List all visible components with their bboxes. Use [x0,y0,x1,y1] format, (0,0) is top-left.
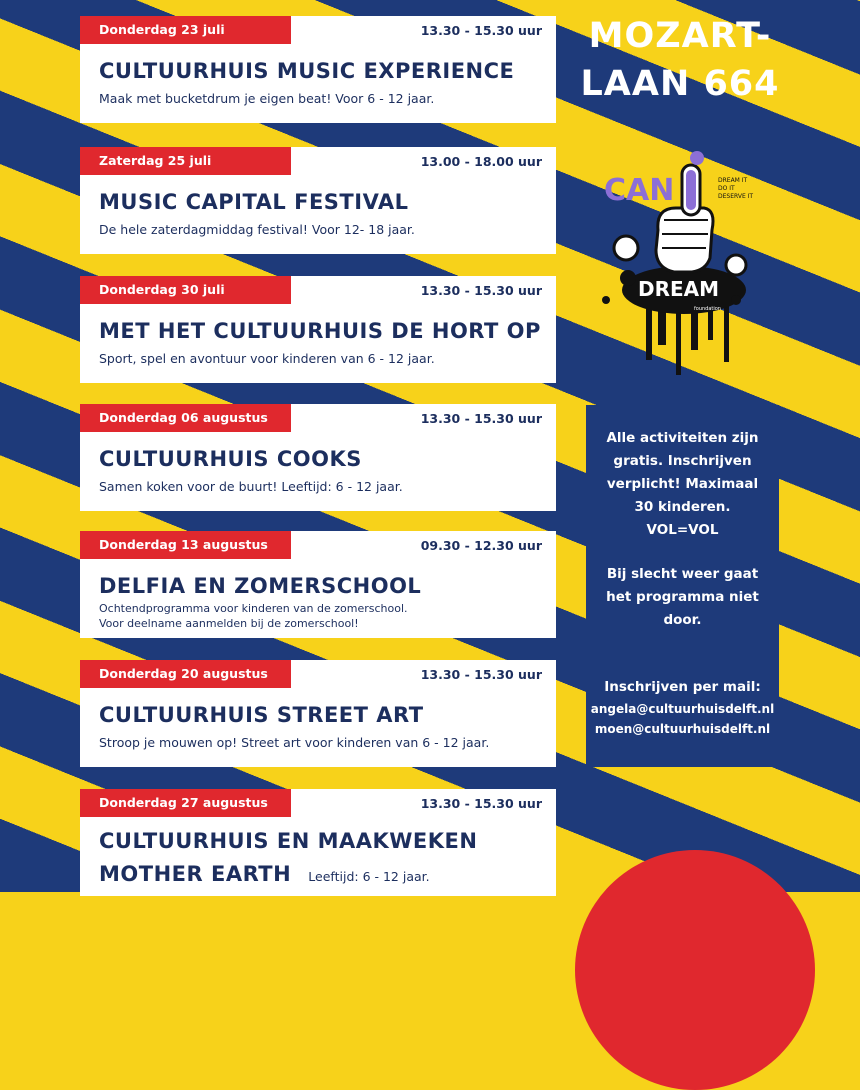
event-time: 13.00 - 18.00 uur [420,154,542,169]
event-description: Samen koken voor de buurt! Leeftijd: 6 - 12 jaar. [99,479,403,494]
info-line: Alle activiteiten zijn [606,430,759,446]
event-time: 13.30 - 15.30 uur [420,23,542,38]
logo-tagline: DO IT [718,185,735,192]
event-title: MUSIC CAPITAL FESTIVAL [99,190,409,214]
event-description: De hele zaterdagmiddag festival! Voor 12- 18 jaar. [99,222,415,237]
red-circle-decoration [575,850,815,1090]
mail-title: Inschrijven per mail: [604,679,761,695]
info-line: het programma niet [606,589,759,605]
event-date: Donderdag 20 augustus [80,660,291,688]
info-line: gratis. Inschrijven [613,453,752,469]
event-title: MET HET CULTUURHUIS DE HORT OP [99,319,541,343]
event-time: 09.30 - 12.30 uur [420,538,542,553]
event-date: Donderdag 06 augustus [80,404,291,432]
event-description: Stroop je mouwen op! Street art voor kinderen van 6 - 12 jaar. [99,735,490,750]
event-description-line: Ochtendprogramma voor kinderen van de zomerschool. [99,602,408,615]
event-description: Leeftijd: 6 - 12 jaar. [308,869,430,884]
event-description [99,601,408,631]
event-card[interactable] [80,16,556,123]
event-time: 13.30 - 15.30 uur [420,667,542,682]
logo-tagline: DESERVE IT [718,193,754,200]
event-date: Donderdag 27 augustus [80,789,291,817]
event-card[interactable] [80,147,556,254]
info-line: 30 kinderen. [634,499,731,515]
info-line: Bij slecht weer gaat [606,566,759,582]
info-weather-text [596,563,769,632]
logo-tagline: DREAM IT [718,177,748,184]
info-main-text [596,427,769,542]
event-description: Maak met bucketdrum je eigen beat! Voor 6 - 12 jaar. [99,91,435,106]
info-line: verplicht! Maximaal [606,476,759,492]
mail-address-link[interactable]: angela@cultuurhuisdelft.nl [590,702,775,716]
event-time: 13.30 - 15.30 uur [420,411,542,426]
event-title: CULTUURHUIS STREET ART [99,703,424,727]
event-date: Donderdag 23 juli [80,16,291,44]
info-mail-section [590,676,775,739]
logo-dream-text: DREAM [638,277,720,301]
info-line: VOL=VOL [646,522,719,538]
location-line-1: MOZART- [588,16,772,56]
event-description: Sport, spel en avontuur voor kinderen van 6 - 12 jaar. [99,351,435,366]
event-card[interactable] [80,660,556,767]
event-card[interactable] [80,531,556,638]
info-panel [586,405,779,767]
event-title-continued: MOTHER EARTH [99,862,292,886]
logo-foundation-text: foundation [694,306,721,312]
event-time: 13.30 - 15.30 uur [420,796,542,811]
event-date: Donderdag 13 augustus [80,531,291,559]
event-card[interactable] [80,789,556,896]
event-title: CULTUURHUIS EN MAAKWEKEN [99,829,478,853]
can-i-dream-logo [596,150,756,380]
location-title [575,12,785,108]
info-line: door. [663,612,702,628]
event-title: CULTUURHUIS COOKS [99,447,362,471]
event-description-line: Voor deelname aanmelden bij de zomerschool! [99,617,359,630]
event-card[interactable] [80,404,556,511]
event-title: CULTUURHUIS MUSIC EXPERIENCE [99,59,515,83]
event-time: 13.30 - 15.30 uur [420,283,542,298]
event-card[interactable] [80,276,556,383]
event-date: Donderdag 30 juli [80,276,291,304]
event-date: Zaterdag 25 juli [80,147,291,175]
logo-can-text: CAN [604,173,675,208]
mail-address-link[interactable]: moen@cultuurhuisdelft.nl [594,722,771,736]
event-title-line2 [99,862,430,886]
location-line-2: LAAN 664 [580,64,780,104]
event-title: DELFIA EN ZOMERSCHOOL [99,574,422,598]
